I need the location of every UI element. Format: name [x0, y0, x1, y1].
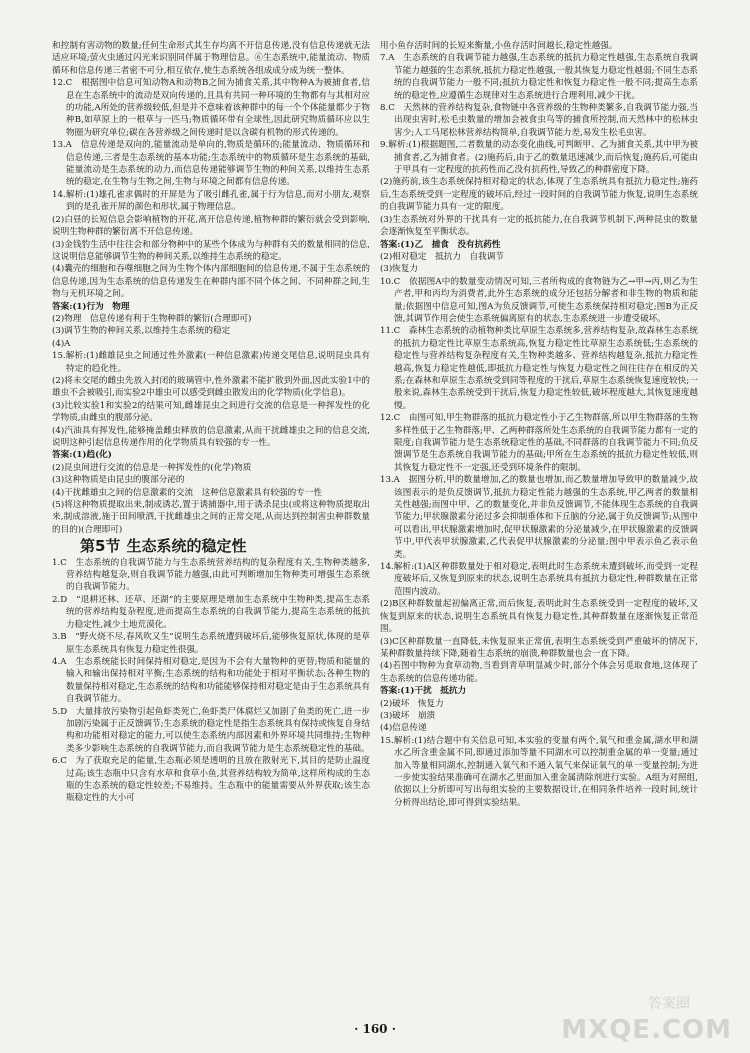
right-column	[380, 40, 698, 809]
answer-paragraph: 和控制有害动物的数量;任何生命形式其生存均离不开信息传递,没有信息传递就无法适应环境;萤火虫通过闪光来识别同伴属于物理信息。⑥生态系统中,能量流动、物质循环和信息传递三者密不可分,相互依存,使生态系统各组成成分成为统一整体。	[52, 41, 370, 76]
answer-paragraph: (4)囊壳的细胞和吞噬细胞之间为生物个体内部细胞间的信息传递,不属于生态系统的信息传递,因为生态系统的信息传递发生在种群内部不同个体之间、不同种群之间,生物与无机环境之间。	[52, 264, 370, 300]
answer-paragraph: 用小鱼存活时间的长短来衡量,小鱼存活时间越长,稳定性越强。	[380, 41, 618, 51]
watermark-logo: MXQE.COM	[561, 1015, 732, 1045]
answer-paragraph: (3)C区种群数量一直降低,未恢复原来正常值,表明生态系统受到严重破坏的情况下,某种群数量持续下降,随着生态系统的崩溃,种群数量也会一直下降。	[380, 636, 698, 659]
answer-paragraph: (5)将这种物质提取出来,制成诱芯,置于诱捕器中,用于诱杀昆虫(或将这种物质提取出来,制成溶液,施于田间喷洒,干扰雌雄虫之间的正常交尾,从而达到控制害虫种群数量的目的)(合理即可)	[52, 500, 370, 535]
answer-paragraph: (3)调节生物的种间关系,以维持生态系统的稳定	[52, 326, 231, 337]
answer-paragraph: (3)比较实验1和实验2的结果可知,雌雄昆虫之间进行交流的信息是一种挥发性的化学物质,由雌虫的腹部分泌。	[52, 400, 370, 424]
answer-paragraph: 12.C 由图可知,甲生物群落的抵抗力稳定性小于乙生物群落,所以甲生物群落的生物多样性低于乙生物群落;甲、乙两种群落所处生态系统的自我调节能力都有一定的限度;自我调节能力是生态系统稳定性的基础,不同群落的自我调节能力不同;负反馈调节是生态系统自我调节能力的基础;甲所在生态系统的抵抗力稳定性较低,则其恢复力稳定性不一定强,还受到环境条件的限制。	[380, 413, 698, 473]
answer-paragraph: (4)若图中物种为食草动物,当看到青草明显减少时,部分个体会另觅取食地,这体现了生态系统的信息传递功能。	[380, 661, 698, 684]
answer-paragraph: 15.解析:(1)结合题中有关信息可知,本实验的变量有两个,氧气和重金属,湖水甲和湖水乙所含重金属不同,即通过添加等量不同湖水可以控制重金属的单一变量;通过加入等量相同湖水,控制通入氧气和不通入氧气来保证氧气的单一变量控制;为进一步使实验结果准确可在湖水乙里面加入重金属清除剂进行实验。A组为对照组,依据以上分析即可写出每组实验的主要数据设计,在相同条件培养一段时间,统计分析得出结论,即可得到实验结果。	[380, 735, 698, 808]
answer-paragraph: (4)汽油具有挥发性,能够掩盖雌虫释放的信息激素,从而干扰雌雄虫之间的信息交流,说明这种引起信息传递作用的化学物质具有较强的专一性。	[52, 425, 370, 448]
answer-paragraph: 11.C 森林生态系统的动植物种类比草原生态系统多,营养结构复杂,故森林生态系统的抵抗力稳定性比草原生态系统高,恢复力稳定性比草原生态系统低;生态系统的稳定性与营养结构复杂程度有关,生物种类越多、营养结构越复杂,抵抗力稳定性越高,恢复力稳定性越低,即抵抗力稳定性与恢复力稳定性之间往往存在相反的关系;在森林和草原生态系统受到同等程度的干扰后,草原生态系统恢复速度较快;一般来说,森林生态系统受到干扰后,恢复力稳定性较低,破坏程度越大,其恢复速度越慢。	[380, 326, 698, 411]
answer-paragraph: (2)B区种群数量起初偏离正常,而后恢复,表明此时生态系统受到一定程度的破坏,又恢复到原来的状态,说明生态系统具有恢复力稳定性,其种群数量在逐渐恢复正常范围。	[380, 599, 698, 635]
answer-paragraph: 12.C 根据图中信息可知动物A和动物B之间为捕食关系,其中物种A为被捕食者,信息在生态系统中的流动是双向传递的,且具有共同一种环境的生物都有与其相对应的功能,A所处的营养级较低,但是并不意味着该种群中的每一个个体能量都少于物种B,如草原上的一根草与一匹马;物质循环带有全球性,因此研究物质循环应以生物圈为研究单位;碳在各营养级之间传递时是以含碳有机物的形式传递的。	[52, 78, 370, 138]
answer-paragraph: 14.解析:(1)雄孔雀求偶时的开屏是为了吸引雌孔雀,属于行为信息,而对小朋友,观察到的是孔雀开屏的颜色和形状,属于物理信息。	[52, 189, 370, 213]
answer-paragraph: 10.C 依据图A中的数量变动情况可知,三者所构成的食物链为乙→甲→丙,则乙为生产者,甲和丙均为消费者,此外生态系统的成分还包括分解者和非生物的物质和能量;依据图中信息可知,图A为负反馈调节,可使生态系统保持相对稳定;图B为正反馈,其调节作用会使生态系统偏离原有的状态,生态系统进一步遭受破坏。	[380, 276, 698, 324]
answer-paragraph: 答案:(1)趋(化)	[52, 450, 112, 461]
answer-paragraph: 7.A 生态系统的自我调节能力越强,生态系统的抵抗力稳定性越强,生态系统自我调节能力越强的生态系统,抵抗力稳定性越强,一般其恢复力稳定性越弱;不同生态系统的自我调节能力一般不同;抵抗力稳定性和恢复力稳定性一般不同;提高生态系统的稳定性,应遵循生态规律对生态系统进行合理利用,减少干扰。	[380, 53, 698, 101]
answer-paragraph: 5.D 大量排放污染物引起鱼虾类死亡,鱼虾类尸体腐烂又加剧了鱼类的死亡,进一步加剧污染属于正反馈调节;生态系统的稳定性是指生态系统具有保持或恢复自身结构和功能相对稳定的能力,可以使生态系统内部因素和外界环境共同维持;生物种类多少影响生态系统的自我调节能力,而自我调节能力是生态系统稳定性的基础。	[52, 706, 370, 754]
answer-paragraph: (3)金钱豹生活中往往会和部分物种中的某些个体成为与种群有关的数量相同的信息,这说明信息能够调节生物的种间关系,以维持生态系统的稳定。	[52, 239, 370, 262]
left-bottom-block	[52, 557, 370, 805]
answer-paragraph: (2)施药前,该生态系统保持相对稳定的状态,体现了生态系统具有抵抗力稳定性;施药后,生态系统受到一定程度的破坏后,经过一段时间的自我调节能力恢复,说明生态系统的自我调节能力具有一定的限度。	[380, 177, 698, 213]
answer-paragraph: (3)恢复力	[380, 264, 418, 275]
answer-paragraph: 3.B “野火烧不尽,春风吹又生”说明生态系统遭到破坏后,能够恢复原状,体现的是草原生态系统具有恢复力稳定性很强。	[52, 632, 370, 655]
answer-paragraph: (3)破坏 崩溃	[380, 710, 436, 721]
answer-paragraph: (3)生态系统对外界的干扰具有一定的抵抗能力,在自我调节机制下,两种昆虫的数量会逐渐恢复至平衡状态。	[380, 214, 698, 238]
left-top-block	[52, 40, 370, 536]
answer-paragraph: 答案:(1)干扰 抵抗力	[380, 686, 467, 697]
answer-paragraph: 2.D “退耕还林、还草、还湖”的主要原理是增加生态系统中生物种类,提高生态系统的营养结构复杂程度,进而提高生态系统的自我调节能力,提高生态系统的抵抗力稳定性,减少土地荒漠化。	[52, 594, 370, 630]
answer-paragraph: (2)昆虫间进行交流的信息是一种挥发性的(化学)物质	[52, 462, 252, 473]
answer-paragraph: (2)破坏 恢复力	[380, 698, 444, 709]
section-title: 生态系统的稳定性	[126, 537, 247, 556]
section-number: 第5节	[80, 537, 121, 556]
answer-paragraph: (2)物理 信息传递有利于生物种群的繁衍(合理即可)	[52, 313, 252, 324]
left-column	[52, 40, 370, 805]
answer-paragraph: (4)干扰雌雄虫之间的信息激素的交流 这种信息激素具有较强的专一性	[52, 487, 322, 498]
page-number: · 160 ·	[354, 1022, 396, 1036]
answer-paragraph: 答案:(1)乙 捕食 没有抗药性	[380, 239, 501, 250]
answer-paragraph: 4.A 生态系统能长时间保持相对稳定,是因为不会有大量物种的更替;物质和能量的输入和输出保持相对平衡;生态系统的结构和功能处于相对平衡状态;各种生物的数量保持相对稳定,生态系统的结构和功能能够保持相对稳定是由于生态系统具有自我调节能力。	[52, 656, 370, 705]
answer-paragraph: (2)白昼的长短信息会影响植物的开花,离开信息传递,植物种群的繁衍就会受到影响,说明生物种群的繁衍离不开信息传递。	[52, 214, 370, 238]
answer-paragraph: 6.C 为了获取充足的能量,生态瓶必须是透明的且放在散射光下,其目的是防止温度过高;该生态瓶中只含有水草和食草小鱼,其营养结构较为简单,这样所构成的生态瓶的生态系统的稳定性较差;不易维持。生态瓶中的能量需要从外界获取;该生态瓶稳定性的大小可	[52, 756, 370, 804]
answer-paragraph: 14.解析:(1)A区种群数量处于相对稳定,表明此时生态系统未遭到破坏,而受到一定程度破坏后,又恢复到原来的状态,说明生态系统具有抵抗力稳定性,种群数量在正常范围内波动。	[380, 562, 698, 597]
answer-paragraph: 13.A 据图分析,甲的数量增加,乙的数量也增加,而乙数量增加导致甲的数量减少,故该图表示的是负反馈调节,抵抗力稳定性能力越强的生态系统,甲乙两者的数量相关性越强;而图中甲、乙的数量变化,并非负反馈调节,不能体现生态系统的自我调节能力;甲状腺激素分泌过多会抑制垂体和下丘脑的分泌,属于负反馈调节;从图中可以看出,甲状腺激素增加时,促甲状腺激素的分泌量减少,在甲状腺激素的反馈调节中,甲代表甲状腺激素,乙代表促甲状腺激素的分泌量;图中甲表示鱼乙表示鱼类。	[380, 475, 698, 560]
watermark-small: 答案圈	[648, 996, 690, 1012]
answer-paragraph: 答案:(1)行为 物理	[52, 301, 130, 312]
answer-paragraph: (3)这种物质是由昆虫的腹部分泌的	[52, 475, 185, 486]
answer-paragraph: (4)信息传递	[380, 723, 427, 734]
answer-paragraph: (2)相对稳定 抵抗力 自我调节	[380, 251, 504, 262]
answer-paragraph: 9.解析:(1)根据题图,二者数量的动态变化曲线,可判断甲、乙为捕食关系,其中甲为被捕食者,乙为捕食者。(2)施药后,由于乙的数量迅速减少,而后恢复;施药后,可能由于甲具有一定程度的抗药性而乙没有抗药性,导致乙的种群密度下降。	[380, 140, 698, 176]
answer-paragraph: (4)A	[52, 338, 71, 349]
answer-paragraph: 8.C 天然林的营养结构复杂,食物链中各营养级的生物种类繁多,自我调节能力强,当出现虫害时,松毛虫数量的增加会被食虫鸟等的捕食所控制,而天然林中的松林虫害少;人工马尾松林营养结构简单,自我调节能力差,易发生松毛虫害。	[380, 103, 698, 138]
section-heading	[80, 537, 370, 556]
answer-paragraph: 1.C 生态系统的自我调节能力与生态系统营养结构的复杂程度有关,生物种类越多,营养结构越复杂,则自我调节能力越强,由此可判断增加生物种类可增强生态系统的自我调节能力。	[52, 557, 370, 593]
answer-paragraph: (2)将未交尾的雌虫先放入封闭的玻璃管中,性外激素不能扩散到外面,因此实验1中的雄虫不会被吸引,而实验2中雄虫可以感受到雌虫散发出的化学物质(化学信息)。	[52, 375, 370, 399]
answer-paragraph: 13.A 信息传递是双向的,能量流动是单向的,物质是循环的;能量流动、物质循环和信息传递,三者是生态系统的基本功能;生态系统中的物质循环是生态系统的基础,能量流动是生态系统的动力,而信息传递能够调节生物的种间关系,以维持生态系统的稳定,在生物与生物之间,生物与环境之间都有信息传递。	[52, 140, 370, 188]
answer-paragraph: 15.解析:(1)雌雄昆虫之间通过性外激素(一种信息激素)传递交尾信息,说明昆虫具有特定的趋化性。	[52, 351, 370, 374]
